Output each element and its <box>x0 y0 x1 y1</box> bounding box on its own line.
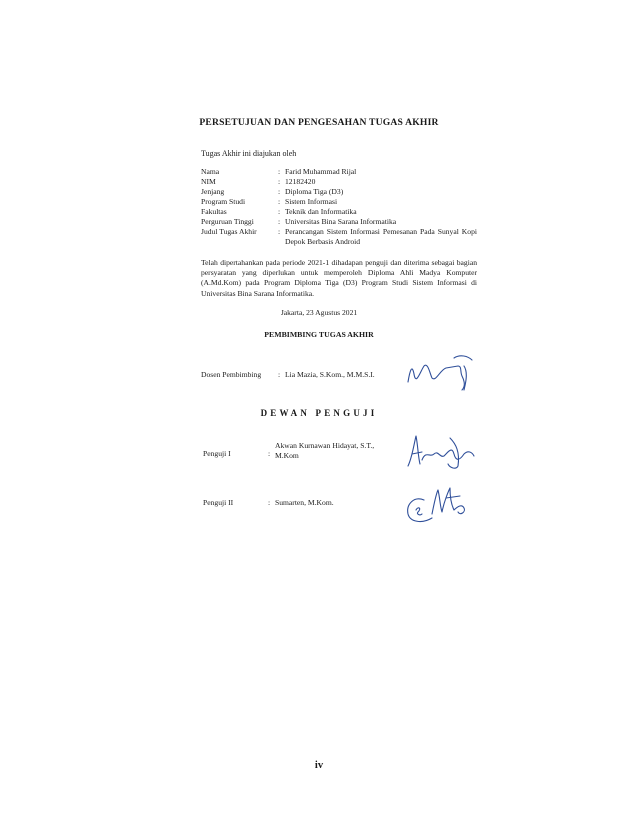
field-value: 12182420 <box>285 177 316 186</box>
field-value: Universitas Bina Sarana Informatika <box>285 217 397 226</box>
supervisor-label: Dosen Pembimbing <box>201 370 262 379</box>
page-title: PERSETUJUAN DAN PENGESAHAN TUGAS AKHIR <box>199 117 439 128</box>
field-label: NIM <box>201 177 216 186</box>
field-value: Sistem Informasi <box>285 197 338 206</box>
field-label: Nama <box>201 167 220 176</box>
examiner-2-signature <box>402 484 472 528</box>
field-value: Diploma Tiga (D3) <box>285 187 344 196</box>
examiner-label: Penguji II <box>203 498 234 507</box>
approval-date: Jakarta, 23 Agustus 2021 <box>280 308 358 317</box>
field-label: Jenjang <box>201 187 225 196</box>
examiner-name: Sumarten, M.Kom. <box>275 498 334 507</box>
page-number: iv <box>314 760 324 771</box>
field-label: Judul Tugas Akhir <box>201 227 257 236</box>
supervisor-heading: PEMBIMBING TUGAS AKHIR <box>264 330 374 339</box>
examiner-label: Penguji I <box>203 449 231 458</box>
approval-paragraph: Telah dipertahankan pada periode 2021-1 dihadapan penguji dan diterima sebagai bagian persyaratan yang diperlukan untuk memperoleh Diploma Ahli Madya Komputer (A.Md.Kom) pada Program Diploma Tiga (D3) Program Studi Sistem Informasi di Universitas Bina Sarana Informatika. <box>201 258 477 298</box>
examiner-name: Akwan Kurnawan Hidayat, S.T., M.Kom <box>275 441 375 460</box>
field-value: Perancangan Sistem Informasi Pemesanan Pada Sunyal Kopi Depok Berbasis Android <box>285 227 477 246</box>
supervisor-name: Lia Mazia, S.Kom., M.M.S.I. <box>285 370 375 379</box>
field-value: Teknik dan Informatika <box>285 207 357 216</box>
intro-text: Tugas Akhir ini diajukan oleh <box>201 149 297 158</box>
examiners-heading: DEWAN PENGUJI <box>260 408 378 418</box>
field-value: Farid Muhammad Rijal <box>285 167 357 176</box>
supervisor-signature <box>402 352 482 394</box>
field-label: Fakultas <box>201 207 227 216</box>
field-label: Perguruan Tinggi <box>201 217 254 226</box>
field-label: Program Studi <box>201 197 246 206</box>
examiner-1-signature <box>404 432 478 472</box>
